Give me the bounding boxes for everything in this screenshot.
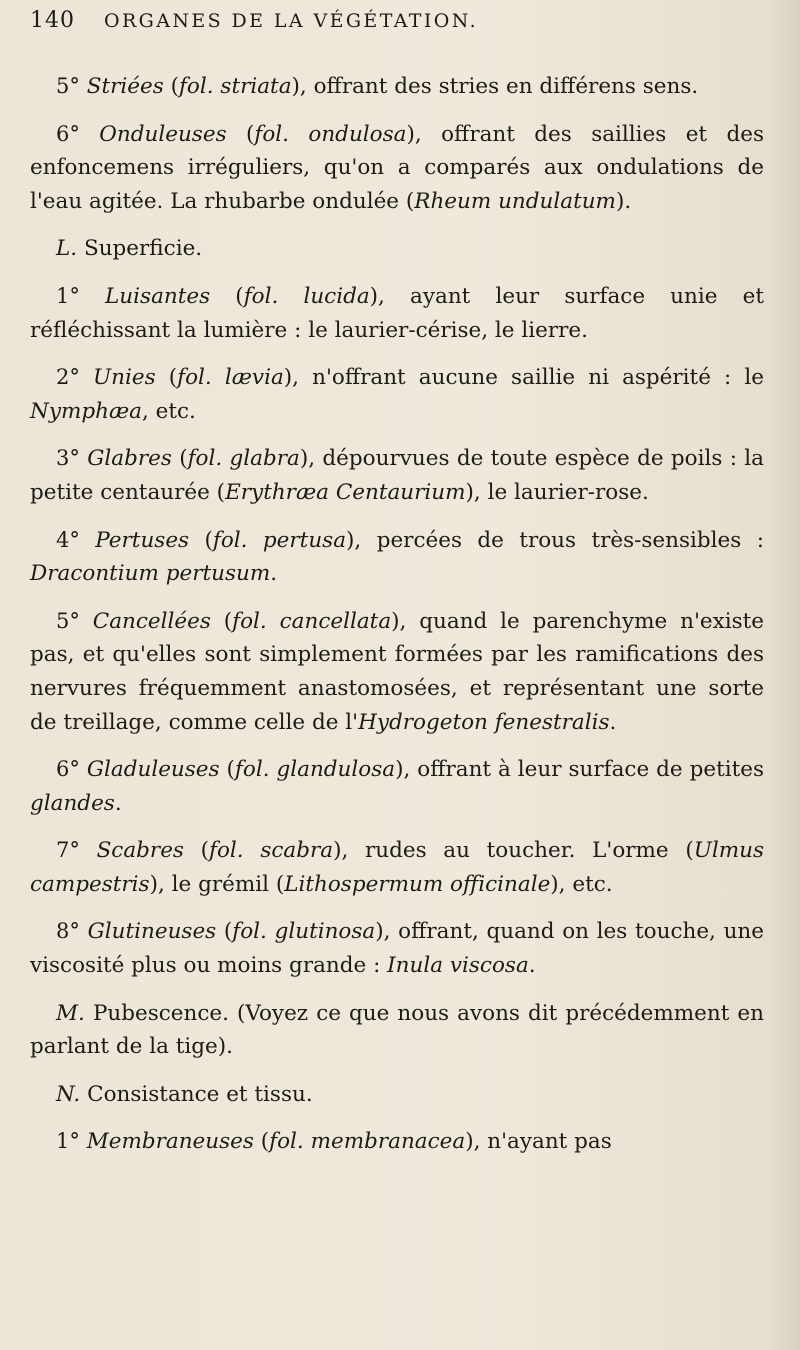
entry-cancellees: 5° Cancellées (fol. cancellata), quand le parenchyme n'existe pas, et qu'elles sont simplement formées par les ramifications des nervures fréquemment anastomosées, et représentant une sorte de treillage, comme celle de l'Hydrogeton fenestralis. xyxy=(30,608,764,735)
entry-gladuleuses: 6° Gladuleuses (fol. glandulosa), offrant à leur surface de petites glandes. xyxy=(30,757,764,816)
entry-luisantes: 1° Luisantes (fol. lucida), ayant leur surface unie et réfléchissant la lumière : le laurier-cérise, le lierre. xyxy=(30,283,764,343)
entry-unies: 2° Unies (fol. lævia), n'offrant aucune saillie ni aspérité : le Nymphæa, etc. xyxy=(30,365,764,424)
entry-scabres: 7° Scabres (fol. scabra), rudes au toucher. L'orme (Ulmus campestris), le grémil (Lithospermum officinale), etc. xyxy=(30,838,764,897)
running-head: ORGANES DE LA VÉGÉTATION. xyxy=(104,10,479,32)
entry-onduleuses: 6° Onduleuses (fol. ondulosa), offrant des saillies et des enfoncemens irréguliers, qu'on a comparés aux ondulations de l'eau agitée. La rhubarbe ondulée (Rheum undulatum). xyxy=(30,121,764,214)
page-number: 140 xyxy=(30,8,75,33)
entry-glabres: 3° Glabres (fol. glabra), dépourvues de toute espèce de poils : la petite centaurée (Erythræa Centaurium), le laurier-rose. xyxy=(30,446,764,505)
section-heading-consistance: N. Consistance et tissu. xyxy=(56,1081,313,1107)
section-heading-pubescence: M. Pubescence. (Voyez ce que nous avons dit précédemment en parlant de la tige). xyxy=(30,1000,764,1060)
entry-striees: 5° Striées (fol. striata), offrant des stries en différens sens. xyxy=(56,74,699,99)
entry-pertuses: 4° Pertuses (fol. pertusa), percées de trous très-sensibles : Dracontium pertusum. xyxy=(30,527,764,587)
page-body xyxy=(30,70,764,1159)
entry-glutineuses: 8° Glutineuses (fol. glutinosa), offrant, quand on les touche, une viscosité plus ou moins grande : Inula viscosa. xyxy=(30,919,764,979)
page-header xyxy=(30,8,764,70)
entry-membraneuses: 1° Membraneuses (fol. membranacea), n'ayant pas xyxy=(56,1129,612,1155)
section-heading-superficie: L. Superficie. xyxy=(56,236,203,262)
